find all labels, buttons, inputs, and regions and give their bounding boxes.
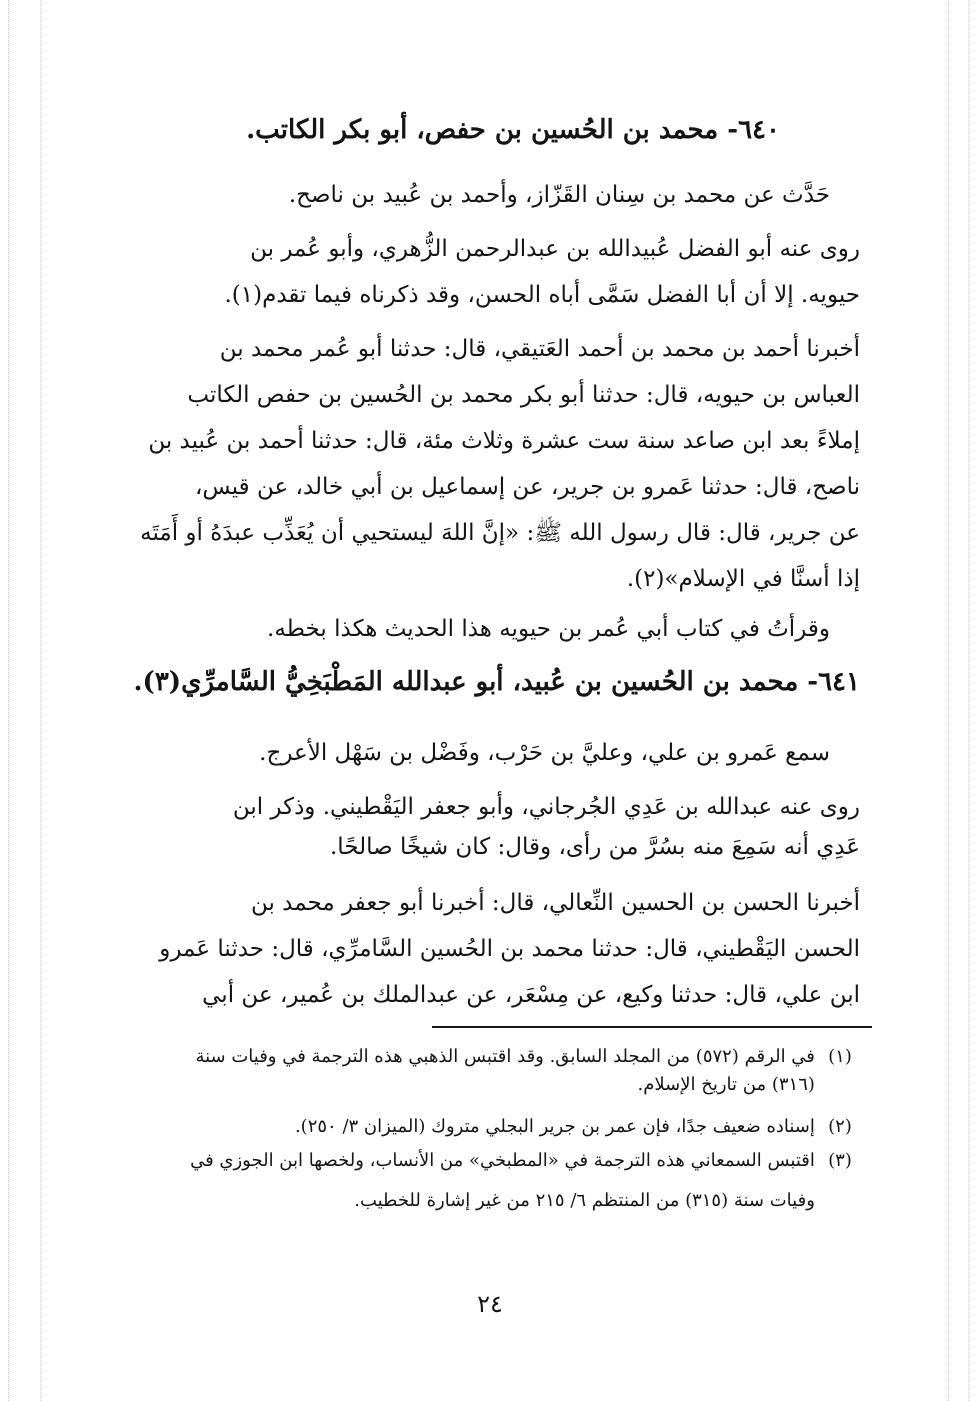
page-number: ٢٤ — [477, 1290, 503, 1318]
footnote-text: في الرقم (٥٧٢) من المجلد السابق. وقد اقتبس الذهبي هذه الترجمة في وفيات سنة — [195, 1046, 815, 1067]
entry-641-line: الحسن اليَقْطيني، قال: حدثنا محمد بن الحُسين السَّامرِّي، قال: حدثنا عَمرو — [159, 936, 860, 962]
footnote — [150, 1150, 860, 1171]
entry-640-line: أخبرنا أحمد بن محمد بن أحمد العَتيقي، قال: حدثنا أبو عُمر محمد بن — [219, 336, 860, 362]
footnote-text: إسناده ضعيف جدًا، فإن عمر بن جرير البجلي متروك (الميزان ٣/ ٢٥٠). — [294, 1116, 815, 1137]
scan-edge-mark — [40, 0, 41, 1401]
footnote-text: اقتبس السمعاني هذه الترجمة في «المطبخي» من الأنساب، ولخصها ابن الجوزي في — [190, 1150, 815, 1171]
entry-641-line: ابن علي، قال: حدثنا وكيع، عن مِسْعَر، عن عبدالملك بن عُمير، عن أبي — [202, 982, 860, 1008]
entry-641-line: سمع عَمرو بن علي، وعليَّ بن حَرْب، وفَضْل بن سَهْل الأعرج. — [259, 740, 830, 766]
footnote-continuation — [150, 1074, 860, 1095]
entry-640-line: حيويه. إلا أن أبا الفضل سَمَّى أباه الحسن، وقد ذكرناه فيما تقدم(١). — [224, 282, 860, 308]
entry-640-line: وقرأتُ في كتاب أبي عُمر بن حيويه هذا الحديث هكذا بخطه. — [267, 616, 830, 642]
footnote-continuation — [150, 1190, 860, 1211]
entry-640-line: العباس بن حيويه، قال: حدثنا أبو بكر محمد بن الحُسين بن حفص الكاتب — [187, 382, 860, 408]
entry-640-line: حَدَّث عن محمد بن سِنان القَزّاز، وأحمد بن عُبيد بن ناصح. — [288, 182, 830, 208]
footnote-divider — [432, 1026, 872, 1028]
scan-edge-mark — [8, 0, 9, 1401]
entry-641-heading: ٦٤١- محمد بن الحُسين بن عُبيد، أبو عبدالله المَطْبَخِيُّ السَّامرِّي(٣). — [133, 667, 860, 697]
entry-641-line: روى عنه عبدالله بن عَدِي الجُرجاني، وأبو جعفر اليَقْطيني. وذكر ابن — [232, 794, 860, 820]
footnote-number: (٢) — [828, 1116, 852, 1137]
scan-edge-mark — [948, 0, 949, 1401]
footnote-text: وفيات سنة (٣١٥) من المنتظم ٦/ ٢١٥ من غير إشارة للخطيب. — [354, 1190, 815, 1211]
scan-edge-mark — [968, 0, 969, 1401]
entry-640-line: ناصح، قال: حدثنا عَمرو بن جرير، عن إسماعيل بن أبي خالد، عن قيس، — [195, 474, 860, 500]
footnote — [150, 1046, 860, 1067]
footnote-text: (٣١٦) من تاريخ الإسلام. — [637, 1074, 815, 1095]
entry-640-line: روى عنه أبو الفضل عُبيدالله بن عبدالرحمن الزُّهري، وأبو عُمر بن — [250, 236, 860, 262]
entry-640-line: إملاءً بعد ابن صاعد سنة ست عشرة وثلاث مئة، قال: حدثنا أحمد بن عُبيد بن — [148, 428, 860, 454]
footnote-number: (١) — [828, 1046, 852, 1067]
footnote — [150, 1116, 860, 1137]
entry-641-line: أخبرنا الحسن بن الحسين النِّعالي، قال: أخبرنا أبو جعفر محمد بن — [250, 890, 860, 916]
entry-641-line: عَدِي أنه سَمِعَ منه بسُرَّ من رأى، وقال: كان شيخًا صالحًا. — [330, 834, 860, 860]
entry-640-heading: ٦٤٠- محمد بن الحُسين بن حفص، أبو بكر الكاتب. — [246, 115, 780, 145]
footnote-number: (٣) — [828, 1150, 852, 1171]
entry-640-line: عن جرير، قال: قال رسول الله ﷺ: «إنَّ اللهَ ليستحيي أن يُعَذِّب عبدَهُ أو أَمَتَه — [140, 520, 860, 546]
entry-640-line: إذا أسنَّا في الإسلام»(٢). — [626, 566, 860, 592]
